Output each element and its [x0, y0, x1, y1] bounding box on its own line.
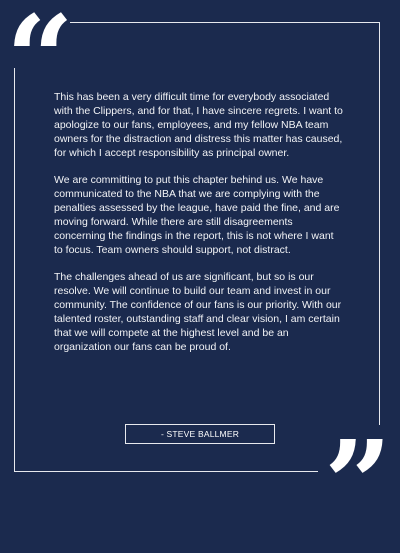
close-quote-icon: ” — [318, 425, 386, 483]
statement-paragraph-3: The challenges ahead of us are significant, but so is our resolve. We will continue to build our team and invest in our community. The confidence of our fans is our priority. With our talented roster, outstanding staff and clear vision, I am certain that we will compete at the highest level and be an organization our fans can be proud of. — [54, 271, 342, 353]
statement-paragraph-1: This has been a very difficult time for everybody associated with the Clippers, and for that, I have sincere regrets. I want to apologize to our fans, employees, and my fellow NBA team owners for the distraction and distress this matter has caused, for which I accept responsibility as principal owner. — [54, 91, 343, 159]
statement-paragraph-2: We are committing to put this chapter behind us. We have communicated to the NBA that we are complying with the penalties assessed by the league, have paid the fine, and are moving forward. While there are still disagreements concerning the findings in the report, this is not where I want to focus. Team owners should support, not distract. — [54, 174, 340, 256]
open-quote-icon: “ — [6, 0, 70, 68]
signature-box: - STEVE BALLMER — [125, 424, 275, 444]
statement-body — [54, 90, 344, 367]
